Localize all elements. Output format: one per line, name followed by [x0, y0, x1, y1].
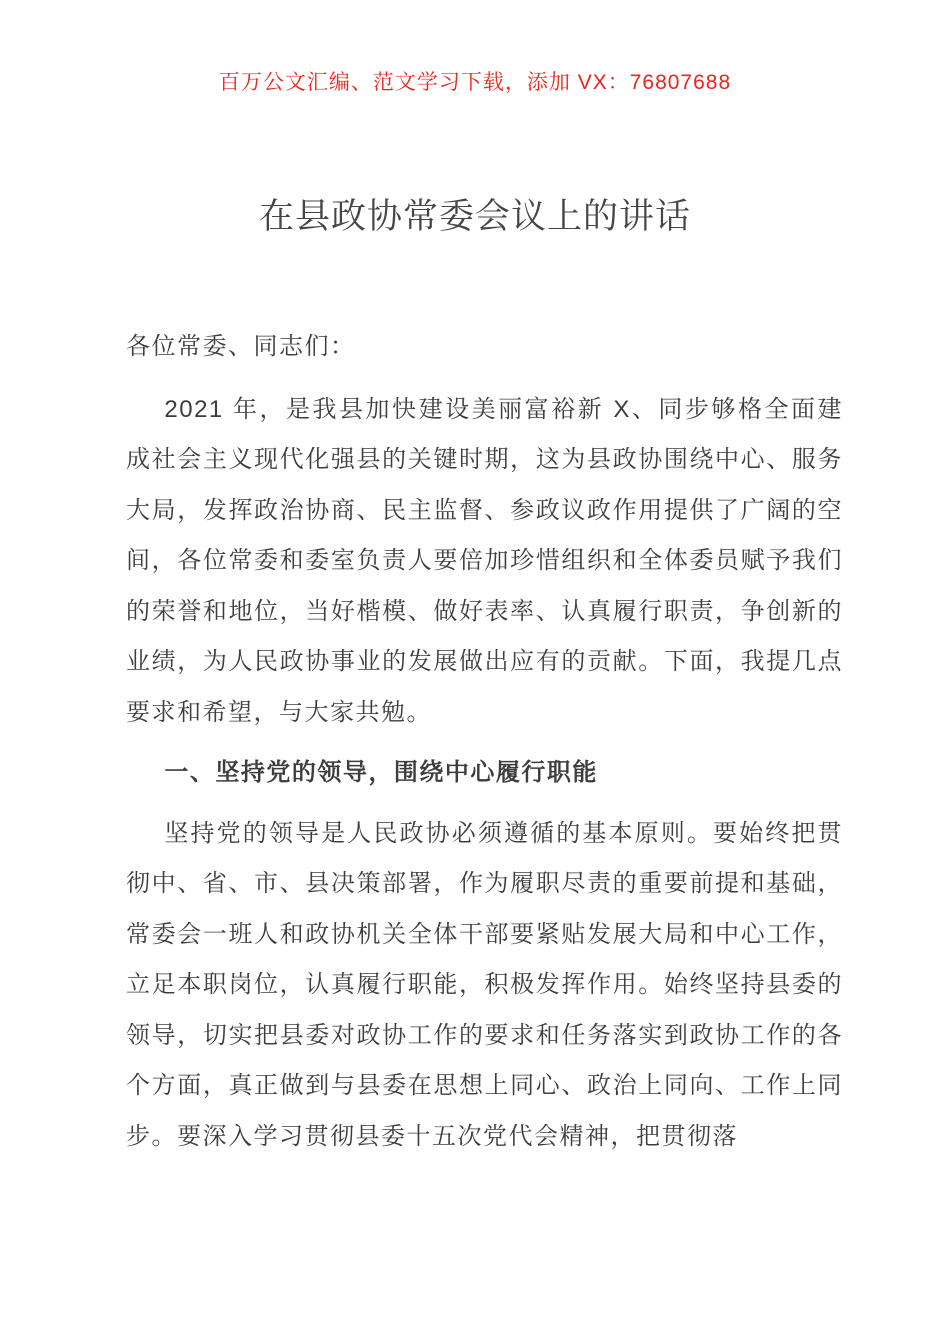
intro-paragraph: 2021 年，是我县加快建设美丽富裕新 X、同步够格全面建成社会主义现代化强县的关键时期，这为县政协围绕中心、服务大局，发挥政治协商、民主监督、参政议政作用提供了广阔的空间，各位常委和委室负责人要倍加珍惜组织和全体委员赋予我们的荣誉和地位，当好楷模、做好表率、认真履行职责，争创新的业绩，为人民政协事业的发展做出应有的贡献。下面，我提几点要求和希望，与大家共勉。: [126, 395, 843, 726]
section-paragraph-1: 坚持党的领导是人民政协必须遵循的基本原则。要始终把贯彻中、省、市、县决策部署，作为履职尽责的重要前提和基础，常委会一班人和政协机关全体干部要紧贴发展大局和中心工作，立足本职岗位，认真履行职能，积极发挥作用。始终坚持县委的领导，切实把县委对政协工作的要求和任务落实到政协工作的各个方面，真正做到与县委在思想上同心、政治上同向、工作上同步。要深入学习贯彻县委十五次党代会精神，把贯彻落: [126, 819, 843, 1150]
section-heading-1: 一、坚持党的领导，围绕中心履行职能: [164, 759, 598, 786]
promo-banner: 百万公文汇编、范文学习下载，添加 VX：76807688: [218, 71, 732, 94]
salutation-line: 各位常委、同志们：: [126, 333, 356, 360]
document-body: [126, 322, 843, 1162]
document-title: 在县政协常委会议上的讲话: [258, 197, 691, 236]
